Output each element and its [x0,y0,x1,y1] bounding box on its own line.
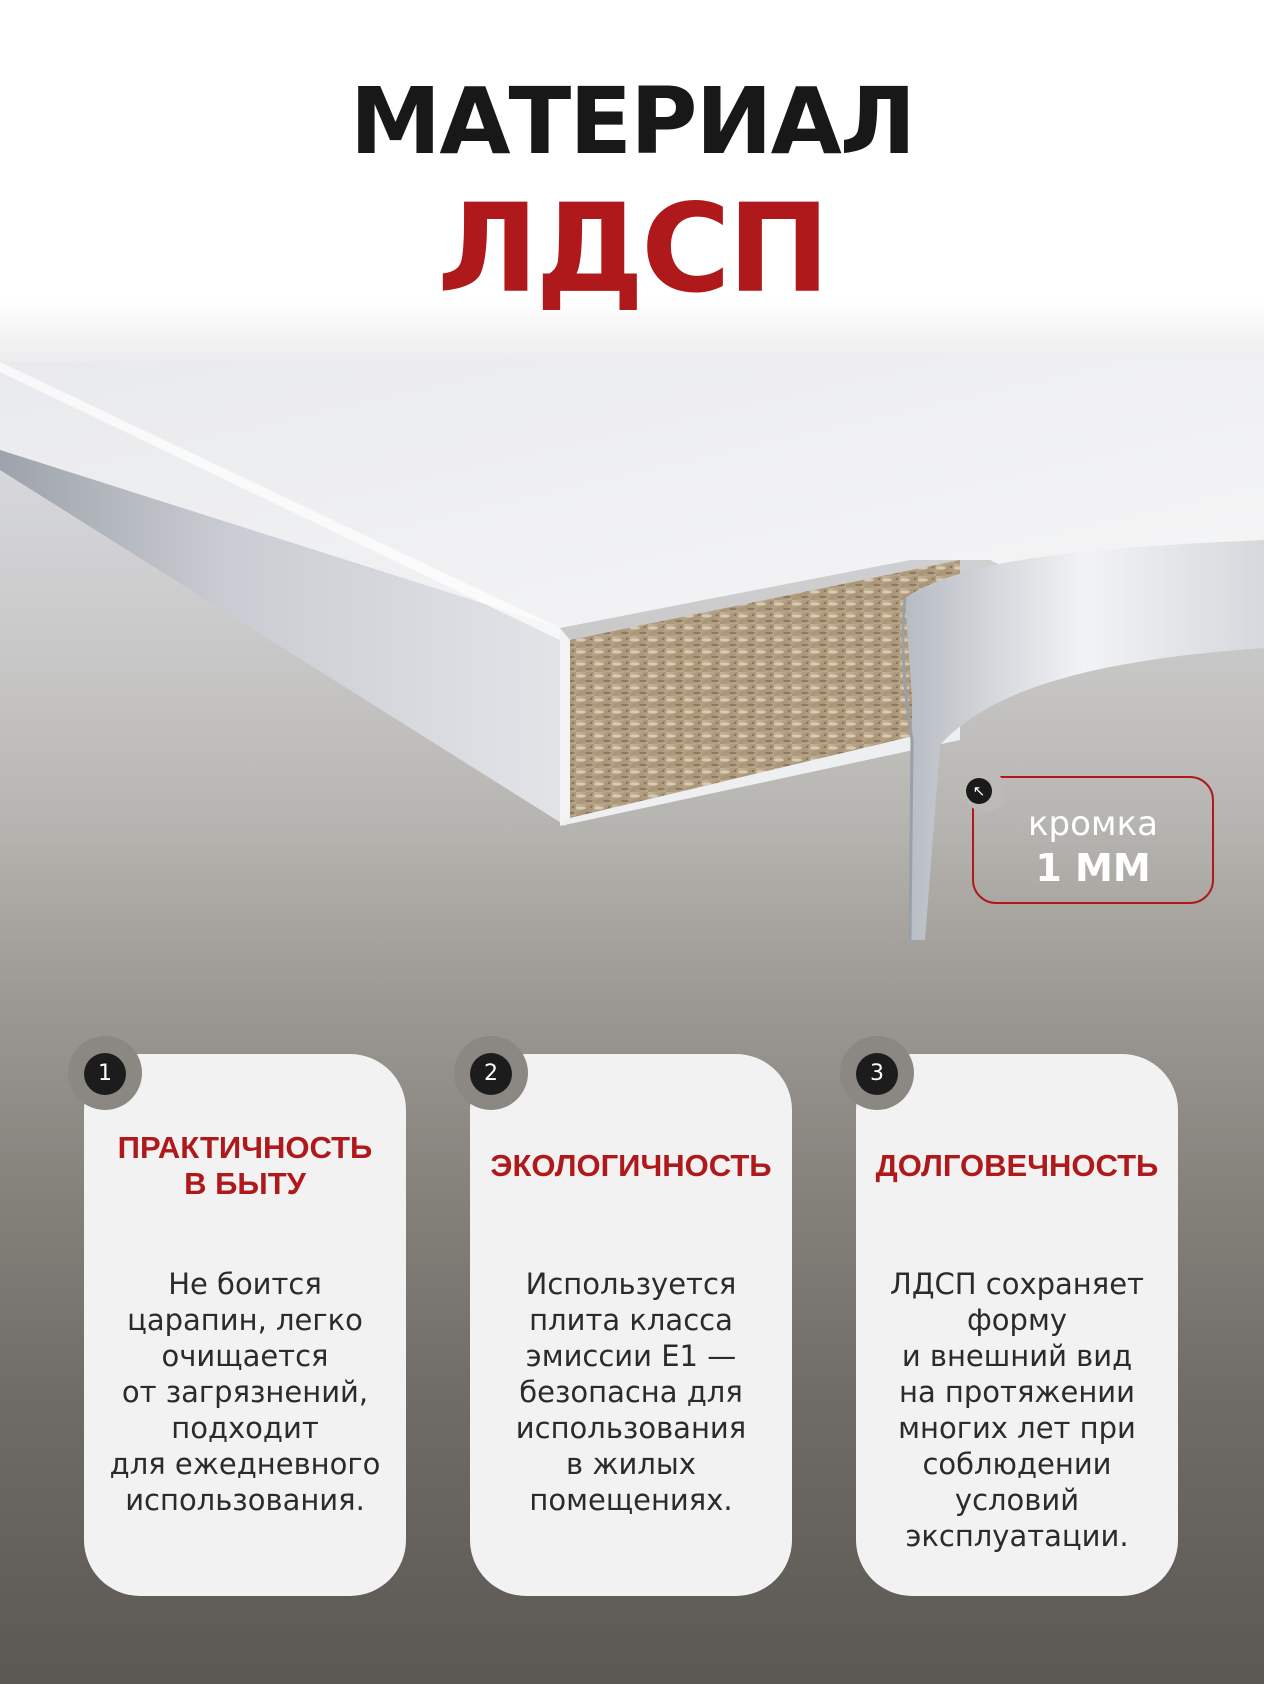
card-number-badge: 2 [470,1053,512,1095]
feature-card-ecology [470,1054,792,1596]
feature-title: ЭКОЛОГИЧНОСТЬ [490,1148,772,1183]
material-name: ЛДСП [437,178,827,320]
card-number-badge: 3 [856,1053,898,1095]
feature-description: Используется плита класса эмиссии Е1 — безопасна для использования в жилых помещениях. [515,1267,747,1517]
feature-title: ДОЛГОВЕЧНОСТЬ [875,1148,1159,1183]
feature-card-practicality [84,1054,406,1596]
feature-card-durability [856,1054,1178,1596]
edge-callout [972,776,1214,904]
feature-description: Не боится царапин, легко очищается от загрязнений, подходит для ежедневного использования. [109,1267,381,1517]
card-number-badge: 1 [84,1053,126,1095]
edge-label: кромка [1028,804,1158,844]
feature-description: ЛДСП сохраняет форму и внешний вид на протяжении многих лет при соблюдении условий эксплуатации. [890,1267,1144,1553]
arrow-up-left-icon: ↖ [966,778,992,804]
edge-thickness: 1 ММ [1035,846,1151,890]
page-title: МАТЕРИАЛ [349,68,915,175]
feature-title: ПРАКТИЧНОСТЬ В БЫТУ [117,1130,373,1201]
